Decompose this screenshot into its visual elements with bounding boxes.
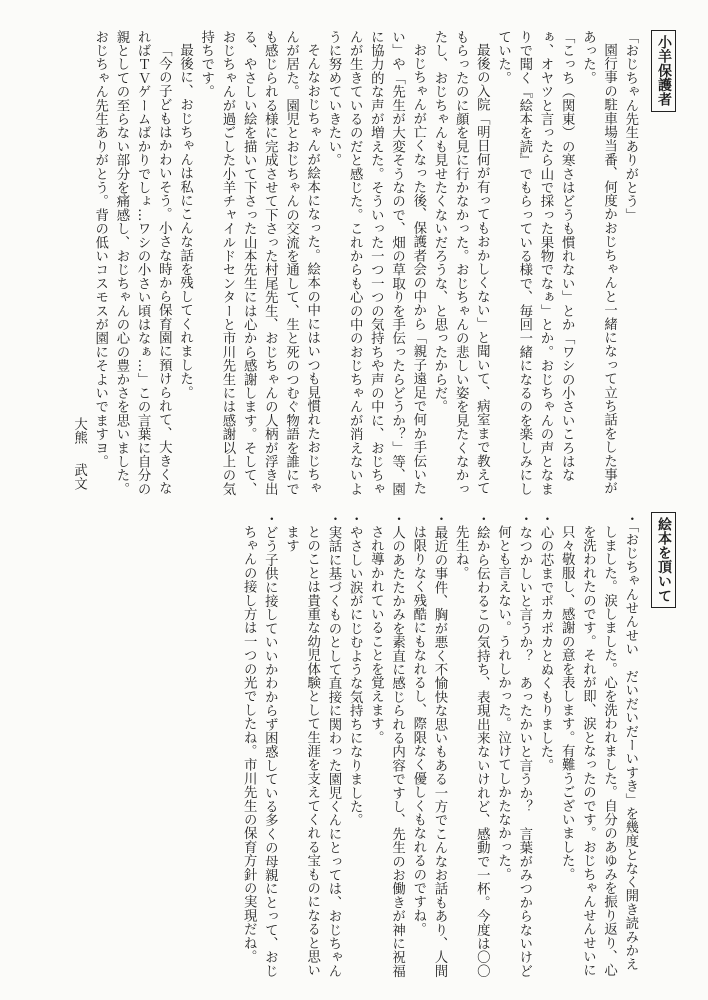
feedback-item: ・どう子供に接していいかわからず困惑している多くの母親にとって、おじちゃんの接し方は一つの光でしたね。市川先生の保育方針の実現だね。 [241, 512, 278, 978]
essay-paragraph: 「今の子どもはかわいそう。小さな時から保育園に預けられて、大きくなればＴＶゲームばかりでしょ…ワシの小さい頃はなぁ…」この言葉に自分の親としての至らない部分を痛感し、おじちゃんの心の豊かさを思いました。おじちゃん先生ありがとう。背の低いコスモスが園にそよいでますヨ。 [92, 30, 172, 496]
feedback-item: ・なつかしいと言うか？ あったかいと言うか？ 言葉がみつからないけど何とも言えない。うれしかった。泣けてしかたなかった。 [495, 512, 532, 978]
author-given-name: 武文 [71, 462, 87, 490]
essay-paragraph: 最後の入院「明日何が有ってもおかしくない」と聞いて、病室まで教えてもらったのに顔を見に行かなかった。おじちゃんの悲しい姿を見たくなかったし、おじちゃんも見せたくないだろうな、と思ったからだ。 [431, 30, 490, 496]
essay-paragraph: 「こっち（関東）の寒さはどうも慣れない」とか「ワシの小さいころはなぁ、オヤツと言ったら山で採った果物でなぁ」とか。おじちゃんの声となまりで聞く『絵本を読』でもらっている様で、毎回一緒になるのを楽しみにしていた。 [495, 30, 575, 496]
section-heading: 小羊保護者 [651, 30, 676, 112]
feedback-item: ・心の芯までポカポカとぬくもりました。 [537, 512, 553, 773]
feedback-item: ・実話に基づくものとして直接に関わった園児くんにとっては、おじちゃんとのことは貴重な幼児体験として生涯を支えてくれる宝ものになると思います [283, 512, 341, 978]
section-book-feedback [28, 512, 676, 980]
feedback-item: ・「おじちゃんせんせい だいだいだーいすき」を幾度となく開き読みかえしました。涙しました。心を洗われました。自分のあゆみを振り返り、心を洗われたのです。それが即、涙となったのです。おじちゃんせんせいに只々敬服し、感謝の意を表します。有難うございました。 [559, 512, 638, 978]
feedback-item: ・人のあたたかみを素直に感じられる内容ですし、先生のお働きが神に祝福され導かれていることを覚えます。 [368, 512, 405, 978]
essay-paragraph: 最後に、おじちゃんは私にこんな話を残してくれました。 [177, 43, 193, 400]
feedback-item: ・最近の事件、胸が悪く不愉快な思いもある一方でこんなお話もあり、人間は限りなく残酷にもなれるし、際限なく優しくもなれるのですね。 [410, 512, 447, 978]
essay-paragraph: おじちゃんが亡くなった後、保護者会の中から「親子遠足で何か手伝いたい」や「先生が大変そうなので、畑の草取りを手伝ったらどうか？」等、園に協力的な声が増えた。そういった一つ一つの気持ちや声の中に、おじちゃんが生きているのだと感じた。これからも心の中のおじちゃんが消えないように努めていきたい。 [325, 30, 426, 496]
section-parent-essay [28, 30, 676, 500]
essay-paragraph: そんなおじちゃんが絵本になった。絵本の中にはいつも見慣れたおじちゃんが居た。園児とおじちゃんの交流を通して、生と死のつむぐ物語を誰にでも感じられる様に完成させて下さった村尾先生、おじちゃんの人柄が浮き出る、やさしい絵を描いて下さった山本先生には心から感謝します。そして、おじちゃんが過ごした小羊チャイルドセンターと市川先生には感謝以上の気持ちです。 [198, 30, 320, 496]
author-surname: 大熊 [71, 416, 87, 445]
essay-paragraph: 園行事の駐車場当番、何度かおじちゃんと一緒になって立ち話をした事があった。 [580, 30, 617, 496]
feedback-item: ・絵から伝わるこの気持ち、表現出来ないけれど、感動で一杯。今度は〇〇先生ね。 [453, 512, 490, 978]
essay-title: 「おじちゃん先生ありがとう」 [622, 30, 638, 222]
essay-author [68, 30, 89, 500]
feedback-item: ・やさしい涙がにじむような気持ちになりました。 [347, 512, 363, 828]
section-heading: 絵本を頂いて [651, 512, 676, 608]
